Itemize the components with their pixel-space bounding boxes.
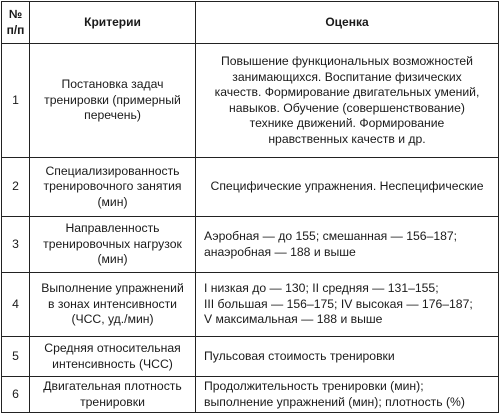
evaluation-line: Продолжительность тренировки (мин); xyxy=(204,379,424,393)
evaluation-line: I низкая до — 130; II средняя — 131–155; xyxy=(204,281,439,296)
criteria-line: тренировочных нагрузок xyxy=(43,236,182,251)
evaluation-line: технике движений. Формирование xyxy=(249,116,445,130)
row-criteria xyxy=(30,217,196,273)
row-evaluation xyxy=(196,377,499,413)
criteria-table xyxy=(1,1,499,413)
header-number xyxy=(2,2,30,44)
row-number: 2 xyxy=(2,158,30,217)
criteria-line: интенсивность (ЧСС) xyxy=(52,356,173,371)
criteria-line: в зонах интенсивности xyxy=(48,296,177,311)
criteria-line: (мин) xyxy=(97,194,128,209)
evaluation-line: анаэробная — 188 и выше xyxy=(204,244,356,259)
row-number: 1 xyxy=(2,44,30,158)
row-evaluation xyxy=(196,337,499,377)
criteria-line: (мин) xyxy=(97,252,128,267)
criteria-line: Постановка задач xyxy=(61,77,164,92)
row-number: 4 xyxy=(2,273,30,337)
table-header-row xyxy=(2,2,499,44)
row-evaluation xyxy=(196,158,499,217)
criteria-line: тренировки (примерный xyxy=(44,92,181,107)
row-evaluation xyxy=(196,217,499,273)
criteria-line: (ЧСС, уд./мин) xyxy=(71,312,154,327)
criteria-line: Средняя относительная xyxy=(44,341,181,355)
header-number-line1: № xyxy=(8,7,23,21)
table-row xyxy=(2,337,499,377)
evaluation-line: навыков. Обучение (совершенствование) xyxy=(229,100,465,115)
row-evaluation xyxy=(196,273,499,337)
evaluation-line: занимающихся. Воспитание физических xyxy=(232,69,462,84)
evaluation-line: Пульсовая стоимость тренировки xyxy=(204,348,395,363)
criteria-line: Двигательная плотность xyxy=(43,379,182,393)
criteria-line: Выполнение упражнений xyxy=(41,281,184,296)
row-criteria xyxy=(30,158,196,217)
row-number: 3 xyxy=(2,217,30,273)
header-criteria: Критерии xyxy=(30,2,196,44)
table-row xyxy=(2,377,499,413)
evaluation-line: нравственных качеств и др. xyxy=(268,131,426,146)
evaluation-line: выполнение упражнений (мин); плотность (%) xyxy=(204,394,465,409)
criteria-line: тренировочного занятия xyxy=(43,179,182,194)
evaluation-line: Аэробная — до 155; смешанная — 156–187; xyxy=(204,229,458,243)
evaluation-line: качеств. Формирование двигательных умений, xyxy=(214,85,480,99)
table-row xyxy=(2,44,499,158)
row-criteria xyxy=(30,377,196,413)
criteria-line: Направленность xyxy=(65,221,160,236)
table-row xyxy=(2,273,499,337)
table-row xyxy=(2,158,499,217)
criteria-line: Специализированность xyxy=(45,163,180,178)
row-number: 5 xyxy=(2,337,30,377)
criteria-line: перечень) xyxy=(84,108,141,123)
header-evaluation: Оценка xyxy=(196,2,499,44)
criteria-line: тренировки xyxy=(80,394,145,409)
row-number: 6 xyxy=(2,377,30,413)
row-evaluation xyxy=(196,44,499,158)
evaluation-line: V максимальная — 188 и выше xyxy=(204,312,383,327)
evaluation-line: Специфические упражнения. Неспецифические xyxy=(210,179,484,194)
evaluation-line: III большая — 156–175; IV высокая — 176–187; xyxy=(204,296,473,311)
evaluation-line: Повышение функциональных возможностей xyxy=(221,54,473,68)
row-criteria xyxy=(30,44,196,158)
table-row xyxy=(2,217,499,273)
row-criteria xyxy=(30,337,196,377)
header-number-line2: п/п xyxy=(6,22,25,37)
row-criteria xyxy=(30,273,196,337)
